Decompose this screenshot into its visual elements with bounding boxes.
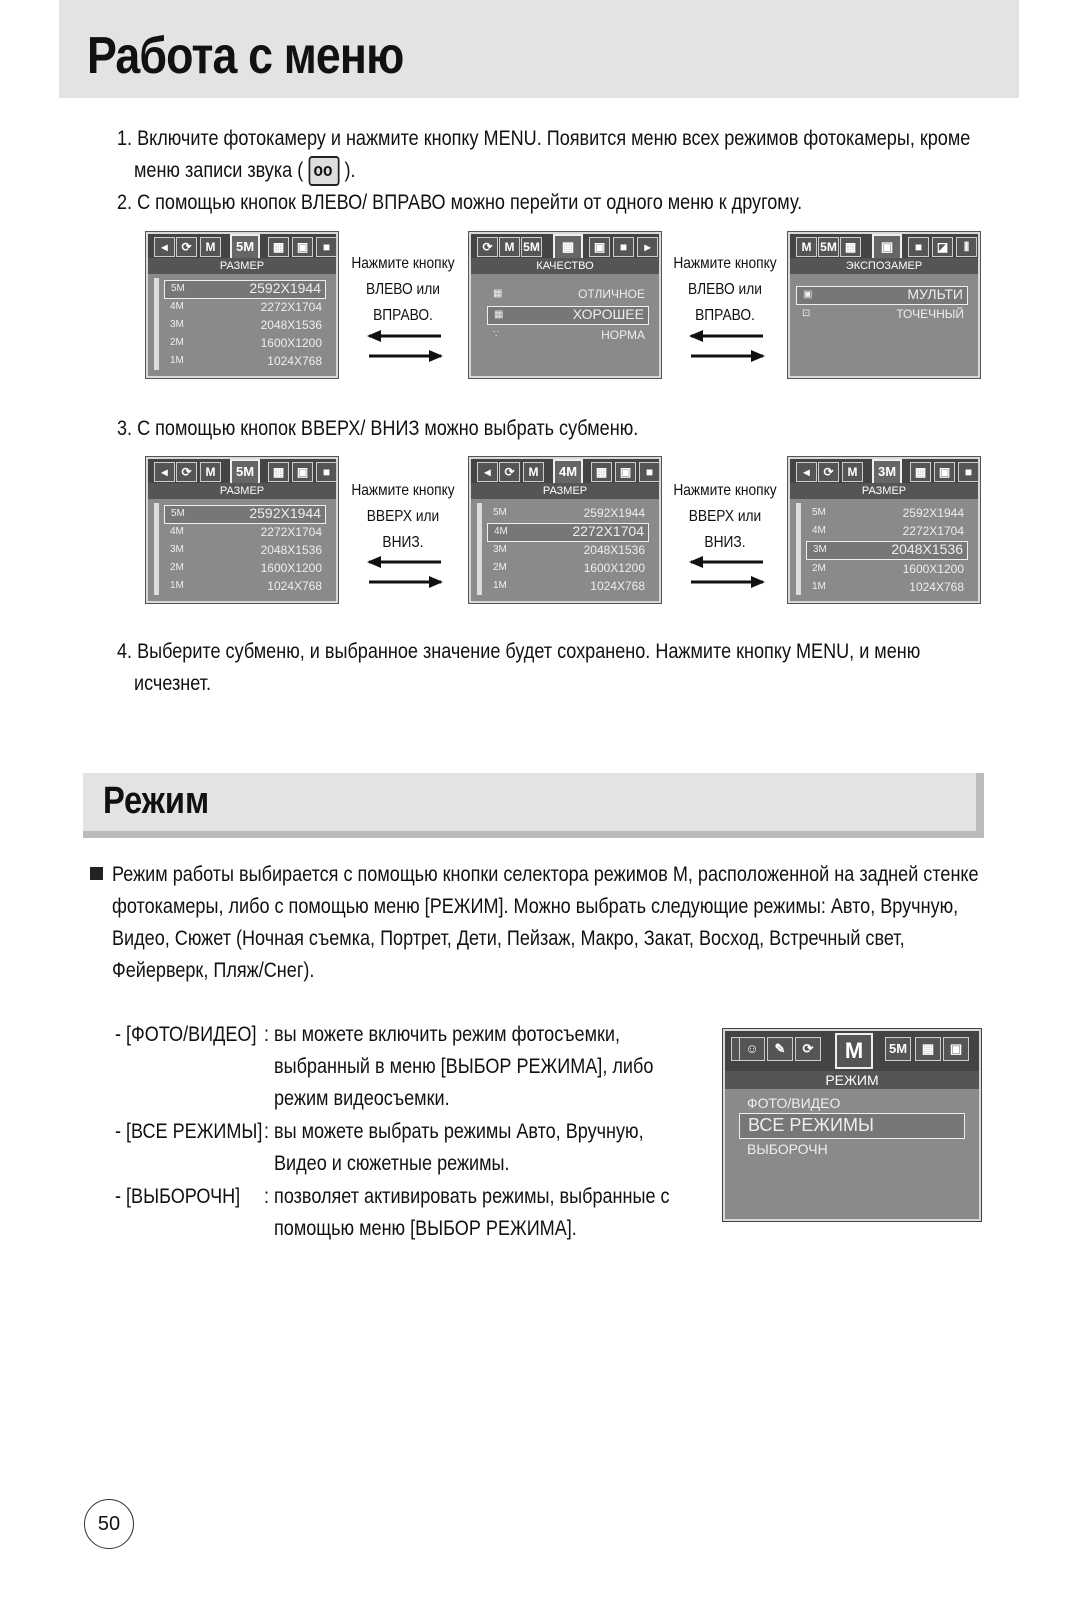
- row-value: 1024X768: [590, 579, 645, 593]
- menu-body: [725, 1089, 979, 1219]
- row-key: 2M: [170, 562, 184, 573]
- row-value: 1600X1200: [583, 561, 645, 575]
- item-desc: выбранный в меню [ВЫБОР РЕЖИМА], либо: [274, 1055, 654, 1078]
- size-icon: 5M: [818, 237, 839, 257]
- back-arrow-icon: ◂: [154, 462, 175, 482]
- row-key: 1M: [170, 355, 184, 366]
- item-desc: Видео и сюжетные режимы.: [274, 1152, 510, 1175]
- bullet-square-icon: [90, 867, 103, 880]
- multi-metering-icon: ▣: [803, 289, 813, 300]
- row-key: 1M: [170, 580, 184, 591]
- frame-icon: ■: [613, 237, 634, 257]
- menu-tab-bar: [148, 459, 336, 483]
- row-key: 3M: [170, 544, 184, 555]
- note-up-down-1: [347, 478, 459, 556]
- scrollbar: [477, 503, 482, 595]
- step-4-line-1: 4. Выберите субменю, и выбранное значение будет сохранено. Нажмите кнопку MENU, и меню: [117, 640, 921, 663]
- menu-row: [487, 560, 649, 577]
- mode-option-label: ФОТО/ВИДЕО: [747, 1095, 841, 1111]
- row-value: ТОЧЕЧНЫЙ: [896, 307, 964, 321]
- size-icon: 4M: [553, 459, 583, 487]
- item-desc: : вы можете включить режим фотосъемки,: [264, 1023, 621, 1046]
- manual-mode-icon: M: [200, 462, 221, 482]
- quality-icon: ▦: [591, 462, 612, 482]
- step-1-line-2: [134, 155, 356, 187]
- scene-icon: ⟳: [795, 1037, 821, 1061]
- size-icon: 5M: [521, 237, 542, 257]
- row-key: 2M: [170, 337, 184, 348]
- back-arrow-icon: ◂: [477, 462, 498, 482]
- row-key: 2M: [493, 562, 507, 573]
- row-value: 2272X1704: [260, 525, 322, 539]
- manual-mode-icon: M: [200, 237, 221, 257]
- row-key: 4M: [494, 526, 508, 537]
- note-line: ВВЕРХ или ВНИЗ.: [366, 508, 440, 551]
- note-line: Нажмите кнопку: [351, 255, 455, 272]
- menu-row: [164, 299, 326, 316]
- menu-row: [806, 505, 968, 522]
- menu-caption: РАЗМЕР: [471, 483, 659, 499]
- quality-icon: ▦: [268, 237, 289, 257]
- menu-row: [806, 579, 968, 596]
- note-line: ВЛЕВО или ВПРАВО.: [366, 281, 440, 324]
- scrollbar: [796, 503, 801, 595]
- mode-paragraph-line: Режим работы выбирается с помощью кнопки селектора режимов M, расположенной на задней стенке: [112, 863, 979, 886]
- row-value: 2592X1944: [249, 505, 321, 521]
- row-value: 2272X1704: [902, 524, 964, 538]
- note-line: Нажмите кнопку: [351, 482, 455, 499]
- item-label-photo-video: - [ФОТО/ВИДЕО]: [115, 1023, 257, 1046]
- quality-fine-icon: ▦: [494, 309, 504, 320]
- scene-icon: ⟳: [499, 462, 520, 482]
- scene-icon: ⟳: [176, 237, 197, 257]
- menu-row: [487, 578, 649, 595]
- manual-mode-icon: M: [499, 237, 520, 257]
- menu-caption: РАЗМЕР: [148, 258, 336, 274]
- row-value: 1600X1200: [902, 562, 964, 576]
- row-value: 2592X1944: [249, 280, 321, 296]
- menu-body: [471, 274, 659, 376]
- row-value: 2272X1704: [572, 523, 644, 539]
- row-key: 3M: [170, 319, 184, 330]
- menu-row: [487, 542, 649, 559]
- brush-icon: ✎: [767, 1037, 793, 1061]
- frame-icon: ■: [908, 237, 929, 257]
- frame-icon: ■: [316, 462, 337, 482]
- row-value: 2048X1536: [260, 543, 322, 557]
- menu-tab-bar: [790, 459, 978, 483]
- mode-option: [739, 1139, 965, 1159]
- item-desc: : вы можете выбрать режимы Авто, Вручную,: [264, 1120, 644, 1143]
- row-key: 5M: [493, 507, 507, 518]
- row-value: ХОРОШЕЕ: [572, 306, 644, 322]
- size-icon: 5M: [885, 1037, 911, 1061]
- row-value: 2592X1944: [902, 506, 964, 520]
- item-desc: режим видеосъемки.: [274, 1087, 450, 1110]
- row-key: 3M: [493, 544, 507, 555]
- row-value: НОРМА: [601, 328, 645, 342]
- step-1-line-1: 1. Включите фотокамеру и нажмите кнопку MENU. Появится меню всех режимов фотокамеры, кроме: [117, 127, 971, 150]
- row-key: 1M: [493, 580, 507, 591]
- note-up-down-2: [669, 478, 781, 556]
- menu-tab-bar: [471, 234, 659, 258]
- menu-caption: РАЗМЕР: [790, 483, 978, 499]
- menu-tab-bar: [148, 234, 336, 258]
- row-value: 1600X1200: [260, 561, 322, 575]
- metering-icon: ▣: [872, 234, 902, 262]
- scene-icon: ⟳: [176, 462, 197, 482]
- menu-row: [796, 306, 968, 323]
- menu-row: [487, 306, 649, 325]
- mode-option-label: ВСЕ РЕЖИМЫ: [748, 1115, 874, 1135]
- menu-row: [164, 353, 326, 370]
- row-value: 1024X768: [909, 580, 964, 594]
- row-value: 2592X1944: [583, 506, 645, 520]
- menu-caption: ЭКСПОЗАМЕР: [790, 258, 978, 274]
- frame-icon: ■: [958, 462, 979, 482]
- quality-icon: ▦: [268, 462, 289, 482]
- menu-body: [471, 499, 659, 601]
- scrollbar: [154, 503, 159, 595]
- double-arrow-icon: [365, 552, 445, 592]
- metering-icon: ▣: [589, 237, 610, 257]
- page-title: Работа с меню: [87, 27, 404, 85]
- note-line: Нажмите кнопку: [673, 482, 777, 499]
- item-desc: : позволяет активировать режимы, выбранные с: [264, 1185, 670, 1208]
- menu-row: [164, 542, 326, 559]
- menu-body: [148, 499, 336, 601]
- menu-tab-bar: [725, 1031, 979, 1071]
- forward-arrow-icon: ▸: [637, 237, 658, 257]
- menu-body: [148, 274, 336, 376]
- note-line: ВВЕРХ или ВНИЗ.: [688, 508, 762, 551]
- row-value: 2048X1536: [583, 543, 645, 557]
- sharpness-icon: ◪: [932, 237, 953, 257]
- size-icon: 3M: [872, 459, 902, 487]
- item-label-all-modes: - [ВСЕ РЕЖИМЫ]: [115, 1120, 263, 1143]
- effect-icon: ⫴: [956, 237, 977, 257]
- row-key: 4M: [170, 301, 184, 312]
- portrait-icon: ☺: [739, 1037, 765, 1061]
- mode-paragraph-line: фотокамеры, либо с помощью меню [РЕЖИМ]. Можно выбрать следующие режимы: Авто, Вручную,: [112, 895, 959, 918]
- menu-row: [164, 578, 326, 595]
- note-left-right-2: [669, 251, 781, 329]
- menu-caption: КАЧЕСТВО: [471, 258, 659, 274]
- lcd-size-4m: [468, 456, 662, 604]
- row-value: 2048X1536: [260, 318, 322, 332]
- menu-row: [164, 505, 326, 524]
- lcd-mode-menu: [722, 1028, 982, 1222]
- step-3: 3. С помощью кнопок ВВЕРХ/ ВНИЗ можно выбрать субменю.: [117, 417, 639, 440]
- row-key: 2M: [812, 563, 826, 574]
- double-arrow-icon: [687, 552, 767, 592]
- row-value: 2272X1704: [260, 300, 322, 314]
- row-key: 3M: [813, 544, 827, 555]
- page-header: [59, 0, 1019, 98]
- row-key: 5M: [171, 508, 185, 519]
- mode-option: [739, 1093, 965, 1113]
- menu-caption: РАЗМЕР: [148, 483, 336, 499]
- row-key: 4M: [170, 526, 184, 537]
- manual-mode-icon: M: [842, 462, 863, 482]
- size-icon: 5M: [230, 459, 260, 487]
- row-value: 2048X1536: [891, 541, 963, 557]
- double-arrow-icon: [365, 326, 445, 366]
- quality-icon: ▦: [910, 462, 931, 482]
- row-value: МУЛЬТИ: [907, 286, 963, 302]
- menu-row: [487, 286, 649, 303]
- metering-icon: ▣: [934, 462, 955, 482]
- spot-metering-icon: ⊡: [802, 308, 811, 319]
- section-title: Режим: [103, 780, 210, 822]
- quality-normal-icon: ∵: [493, 329, 500, 340]
- menu-row: [164, 560, 326, 577]
- item-label-custom: - [ВЫБОРОЧН]: [115, 1185, 241, 1208]
- quality-icon: ▦: [840, 237, 861, 257]
- quality-icon: ▦: [915, 1037, 941, 1061]
- menu-row: [806, 541, 968, 560]
- mode-option-selected: [739, 1113, 965, 1139]
- metering-icon: ▣: [615, 462, 636, 482]
- mode-paragraph-line: Видео, Сюжет (Ночная съемка, Портрет, Дети, Пейзаж, Макро, Закат, Восход, Встречный свет,: [112, 927, 905, 950]
- double-arrow-icon: [687, 326, 767, 366]
- frame-icon: ■: [639, 462, 660, 482]
- row-value: 1600X1200: [260, 336, 322, 350]
- menu-row: [164, 335, 326, 352]
- menu-row: [487, 505, 649, 522]
- note-line: Нажмите кнопку: [673, 255, 777, 272]
- quality-superfine-icon: ▦: [493, 288, 503, 299]
- lcd-size-3m: [787, 456, 981, 604]
- back-arrow-icon: ◂: [796, 462, 817, 482]
- page-number: 50: [84, 1499, 134, 1549]
- voice-memo-icon: [308, 156, 339, 186]
- menu-row: [806, 561, 968, 578]
- scene-icon: ⟳: [477, 237, 498, 257]
- menu-row: [164, 280, 326, 299]
- lcd-size-5m: [145, 456, 339, 604]
- section-header: [83, 773, 984, 838]
- menu-row: [796, 286, 968, 305]
- step-1-text: меню записи звука (: [134, 159, 304, 182]
- scrollbar: [154, 278, 159, 370]
- menu-body: [790, 499, 978, 601]
- row-value: ОТЛИЧНОЕ: [578, 287, 645, 301]
- step-4-line-2: исчезнет.: [134, 672, 211, 695]
- mode-option-label: ВЫБОРОЧН: [747, 1141, 828, 1157]
- row-value: 1024X768: [267, 354, 322, 368]
- step-1-text-end: ).: [344, 159, 356, 182]
- note-left-right-1: [347, 251, 459, 329]
- lcd-metering-menu: [787, 231, 981, 379]
- menu-row: [487, 523, 649, 542]
- manual-mode-icon: M: [796, 237, 817, 257]
- row-key: 5M: [812, 507, 826, 518]
- lcd-quality-menu: [468, 231, 662, 379]
- row-key: 1M: [812, 581, 826, 592]
- back-arrow-icon: ◂: [154, 237, 175, 257]
- row-key: 4M: [812, 525, 826, 536]
- menu-row: [164, 317, 326, 334]
- mode-m-icon: M: [835, 1033, 873, 1069]
- item-desc: помощью меню [ВЫБОР РЕЖИМА].: [274, 1217, 577, 1240]
- row-value: 1024X768: [267, 579, 322, 593]
- manual-mode-icon: M: [523, 462, 544, 482]
- metering-icon: ▣: [292, 237, 313, 257]
- menu-tab-bar: [471, 459, 659, 483]
- metering-icon: ▣: [943, 1037, 969, 1061]
- frame-icon: ■: [316, 237, 337, 257]
- menu-row: [806, 523, 968, 540]
- step-2: 2. С помощью кнопок ВЛЕВО/ ВПРАВО можно перейти от одного меню к другому.: [117, 191, 803, 214]
- menu-body: [790, 274, 978, 376]
- note-line: ВЛЕВО или ВПРАВО.: [688, 281, 762, 324]
- scene-icon: ⟳: [818, 462, 839, 482]
- menu-tab-bar: [790, 234, 978, 258]
- row-key: 5M: [171, 283, 185, 294]
- size-icon: 5M: [230, 234, 260, 262]
- mode-paragraph-line: Фейерверк, Пляж/Снег).: [112, 959, 315, 982]
- menu-caption: РЕЖИМ: [725, 1071, 979, 1089]
- lcd-size-menu: [145, 231, 339, 379]
- menu-row: [164, 524, 326, 541]
- quality-icon: ▦: [553, 234, 583, 262]
- metering-icon: ▣: [292, 462, 313, 482]
- menu-row: [487, 327, 649, 344]
